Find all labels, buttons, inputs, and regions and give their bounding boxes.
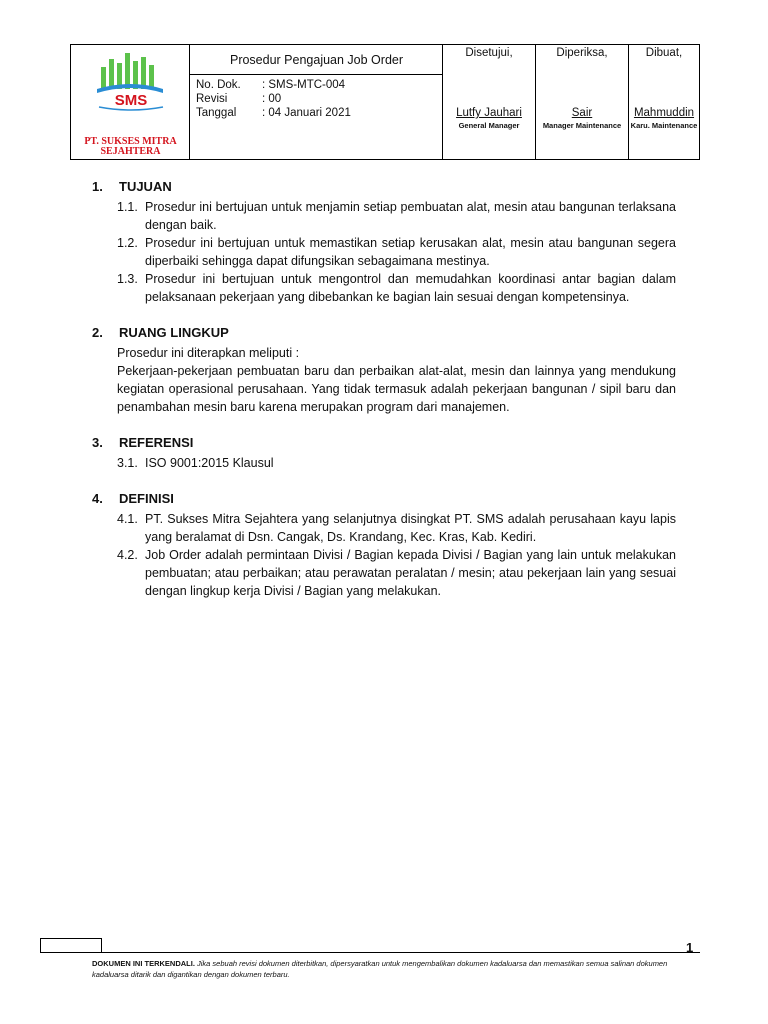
- item-text: PT. Sukses Mitra Sejahtera yang selanjutnya disingkat PT. SMS adalah perusahaan kayu lapis yang beralamat di Dsn. Cangak, Ds. Krandang, Kec. Kras, Kab. Kediri.: [145, 512, 676, 544]
- company-logo: [93, 49, 169, 137]
- list-item: [92, 454, 676, 472]
- section-title: DEFINISI: [119, 491, 174, 506]
- signature-role: Manager Maintenance: [542, 121, 622, 130]
- signature-name: Mahmuddin: [633, 107, 695, 119]
- list-item: [92, 270, 676, 306]
- meta-value: : 04 Januari 2021: [262, 107, 351, 119]
- signature-role: General Manager: [458, 121, 520, 130]
- item-number: 1.2.: [117, 236, 138, 250]
- footer-notice-bold: DOKUMEN INI TERKENDALI.: [92, 959, 195, 968]
- signature-approved-cell: [443, 45, 536, 159]
- paragraph: Prosedur ini diterapkan meliputi :: [117, 346, 300, 360]
- section-heading: [92, 178, 676, 196]
- signature-heading: Diperiksa,: [556, 47, 608, 59]
- signature-heading: Dibuat,: [645, 47, 683, 59]
- meta-value: : 00: [262, 93, 282, 105]
- document-body: [92, 178, 676, 618]
- signature-heading: Disetujui,: [465, 47, 513, 59]
- meta-row-date: [196, 106, 351, 120]
- footer-notice-text: Jika sebuah revisi dokumen diterbitkan, dipersyaratkan untuk mengembalikan dokumen kadaluarsa dan memastikan semua salinan dokumen kadaluarsa ditarik dan digantikan dengan dokumen terbaru.: [92, 959, 668, 979]
- list-item: [92, 510, 676, 546]
- item-number: 1.3.: [117, 272, 138, 286]
- section-number: 2.: [92, 325, 103, 340]
- section-number: 4.: [92, 491, 103, 506]
- signature-made-cell: [629, 45, 699, 159]
- company-logo-cell: [71, 45, 190, 159]
- section-ruang-lingkup: [92, 324, 676, 416]
- footer-divider: [40, 952, 700, 953]
- item-number: 4.1.: [117, 512, 138, 526]
- item-number: 1.1.: [117, 200, 138, 214]
- meta-row-revision: [196, 92, 281, 106]
- meta-value: : SMS-MTC-004: [262, 79, 346, 91]
- item-text: Job Order adalah permintaan Divisi / Bagian kepada Divisi / Bagian yang lain untuk melakukan pembuatan; atau perbaikan; atau perawatan peralatan / mesin; atau pekerjaan lain yang sesuai dengan lingkup kerja Divisi / Bagian yang melakukan.: [145, 548, 676, 598]
- signature-name: Lutfy Jauhari: [456, 107, 522, 119]
- footer-tab-box: [40, 938, 102, 952]
- meta-key: No. Dok.: [196, 79, 241, 91]
- company-name: PT. SUKSES MITRA SEJAHTERA: [84, 136, 177, 157]
- document-info-cell: [190, 45, 443, 159]
- signature-role: Karu. Maintenance: [630, 121, 698, 130]
- paragraph: Pekerjaan-pekerjaan pembuatan baru dan perbaikan alat-alat, mesin dan lainnya yang mendukung kegiatan operasional perusahaan. Yang tidak termasuk adalah pekerjaan bangunan / sipil baru dan penambahan mesin baru karena merupakan program dari manajemen.: [117, 364, 676, 414]
- section-number: 1.: [92, 179, 103, 194]
- item-number: 3.1.: [117, 456, 138, 470]
- page-number: 1: [686, 940, 694, 955]
- section-referensi: [92, 434, 676, 472]
- section-tujuan: [92, 178, 676, 306]
- document-title: Prosedur Pengajuan Job Order: [190, 45, 443, 75]
- item-number: 4.2.: [117, 548, 138, 562]
- list-item: [92, 546, 676, 600]
- item-text: ISO 9001:2015 Klausul: [145, 456, 274, 470]
- signature-checked-cell: [536, 45, 629, 159]
- section-heading: [92, 324, 676, 342]
- section-title: RUANG LINGKUP: [119, 325, 229, 340]
- footer-notice: [92, 958, 692, 980]
- item-text: Prosedur ini bertujuan untuk menjamin setiap pembuatan alat, mesin atau bangunan terlaksana dengan baik.: [145, 200, 676, 232]
- section-title: TUJUAN: [119, 179, 172, 194]
- meta-row-doc-number: [196, 78, 345, 92]
- item-text: Prosedur ini bertujuan untuk mengontrol dan memudahkan koordinasi antar bagian dalam pelaksanaan pekerjaan yang dibebankan ke bagian lain sesuai dengan kompetensinya.: [145, 272, 676, 304]
- meta-key: Revisi: [196, 93, 228, 105]
- item-text: Prosedur ini bertujuan untuk memastikan setiap kerusakan alat, mesin atau bangunan segera diperbaiki sehingga dapat difungsikan sebagaimana mestinya.: [145, 236, 676, 268]
- section-heading: [92, 490, 676, 508]
- list-item: [92, 198, 676, 234]
- logo-text: SMS: [114, 92, 148, 109]
- section-definisi: [92, 490, 676, 600]
- section-heading: [92, 434, 676, 452]
- document-header-table: [70, 44, 700, 160]
- section-number: 3.: [92, 435, 103, 450]
- section-title: REFERENSI: [119, 435, 194, 450]
- list-item: [92, 234, 676, 270]
- meta-key: Tanggal: [196, 107, 237, 119]
- signature-name: Sair: [571, 107, 593, 119]
